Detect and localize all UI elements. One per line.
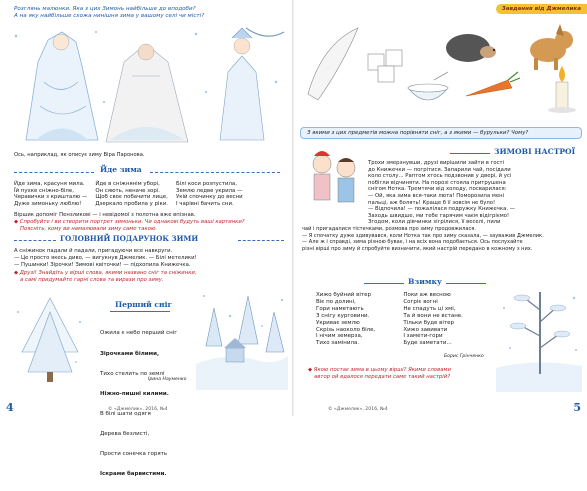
- intro-line: А на яку найбільше схожа нинішня зима у вашому селі чи місті?: [14, 12, 205, 19]
- story-line: Заходь швидше, ми тебе гарячим чаєм відігріємо!: [368, 212, 510, 219]
- section-text: [14, 248, 289, 268]
- divider: [450, 153, 490, 154]
- question-line: а самі придумайте гарні слова та вирази про зиму.: [20, 276, 164, 283]
- poem-column: Поки аж весною Согріє вогні Не спадуть ці хмі, Та й вони не встане. Тільки буде вітер Хижо завивати І замети-гори Буде заметати...: [403, 292, 463, 347]
- poem-line: Ожила є небо перший сніг: [100, 330, 178, 337]
- divider: [14, 240, 56, 241]
- sugar-cubes-icon: [368, 50, 402, 82]
- question-line: ◆ Друзі! Знайдіть у вірші слова, якими названо сніг та сніжинки,: [14, 270, 197, 276]
- intro-line: Розглянь малюнки. Яка з цих Зимонь найбільше до вподоби?: [14, 6, 196, 12]
- poem-line: Зірочками білими,: [100, 350, 160, 357]
- divider: [150, 172, 280, 173]
- footer-text: © «Джмелик», 2016, №4: [108, 407, 168, 412]
- poem-line: Ніжно-пишні килими.: [100, 390, 169, 397]
- bowl-icon: [408, 72, 448, 100]
- poem-line: В білі шати одягя: [100, 410, 151, 417]
- question-line: Віршик допоміг Пензликові — і невідомої з полотна вже впізнав.: [14, 212, 196, 218]
- snowy-trees-illustration: [496, 288, 582, 392]
- story-text-bottom: [302, 226, 584, 252]
- question-banner: [300, 127, 582, 139]
- text-line: — Це просто якесь диво, — вигукнув Джмелик. — Білі метелики!: [14, 254, 197, 261]
- story-line: чай і пригадалися тістечками, розмова про зиму продовжилася.: [302, 226, 476, 232]
- page-number: 5: [573, 401, 581, 414]
- feather-icon: [308, 28, 358, 100]
- poem-columns: [316, 292, 463, 347]
- children-illustration: [302, 146, 364, 210]
- left-page: [0, 0, 293, 478]
- poem-title: Взимку: [408, 277, 442, 286]
- footer-text: © «Джмелик», 2016, №4: [328, 407, 388, 412]
- story-line: — Але ж і справді, зима різною буває, і на всіх вона подобається. Ось послухайте: [302, 239, 523, 246]
- task-badge: Завдання від Джмелика: [496, 4, 587, 14]
- text-line: — Пушинки! Зірочки! Зимові квіточки! — підхопила Книжечка.: [14, 261, 191, 268]
- caption-text: Ось, наприклад, як описує зиму Віра Паронова.: [14, 152, 145, 158]
- poem-author: Ірина Науменко: [148, 377, 187, 382]
- intro-text: [14, 6, 284, 20]
- story-line: Трохи змерзнувши, друзі вирішили зайти в гості: [368, 160, 505, 166]
- story-line: — Я спочатку дуже здивувався, коли Нотка так про зиму сказала, — зауважив Джмелик.: [302, 232, 544, 239]
- question-line: ◆ Якою постає зима в цьому вірші? Якими словами: [308, 367, 451, 373]
- bottom-question: [308, 367, 498, 381]
- poem-line: Прости сонечка горять: [100, 451, 168, 458]
- poem-column: Білі коси розпустила, Землю ледве укрила — Укій спочинку до весни І чарівні бачить сни.: [175, 181, 243, 207]
- dog-icon: [530, 24, 573, 70]
- story-line: Згодом, коли дівчинки зігрілися, її веселі, пили: [368, 219, 501, 226]
- objects-illustration: [298, 14, 582, 122]
- story-line: — Відпочила! — пожалілася подружку Книжечка. —: [368, 206, 516, 213]
- question-block: [14, 212, 289, 232]
- carrot-icon: [466, 72, 520, 96]
- poem-column: Хижо буйний вітер Віє по долині, Гори наметають З снігу курговини. Укриває землю Скрізь наоколо біле, І нічим земерза, Тихо замінила.: [316, 292, 376, 347]
- story-line: снігом Нотка. Тремтячи від холоду, посварилася:: [368, 186, 507, 193]
- story-text-top: [368, 160, 583, 226]
- question-line: З якими з цих предметів можна порівняти сніг, а з якими — бурульки? Чому?: [307, 130, 529, 136]
- poem-line: Тихо стелить по землі: [100, 370, 165, 377]
- divider: [110, 311, 170, 312]
- poem-title: Перший сніг: [115, 300, 173, 309]
- section-title: ГОЛОВНИЙ ПОДАРУНОК ЗИМИ: [60, 234, 199, 243]
- right-page: [294, 0, 587, 416]
- poem-columns: [14, 181, 243, 207]
- story-line: до Книжечки — погрітися. Запарили чай, посідали: [368, 166, 511, 173]
- poem-column: Йде в сніжнянім уборі, Он сяють, неначе зорі. Щоб своє побачити лице, Дзеркало пробила у ріки.: [95, 181, 168, 207]
- divider: [446, 283, 486, 284]
- hedgehog-icon: [446, 34, 496, 62]
- text-line: А сніжинок падали й падали, пригадуючи все навкруги.: [14, 248, 173, 254]
- story-line: побігли відчиняти. На порозі стояла притрушена: [368, 179, 506, 186]
- question-line: автор ой вдалося передати саме такий настрій?: [314, 373, 450, 380]
- snowy-tree-illustration: [10, 292, 90, 388]
- story-line: різні вірші про зиму й спробуйте визначити, який настрій передано в кожному з них.: [302, 245, 533, 252]
- story-line: — Ой, яка зима вся-таки люта! Поморозила мені: [368, 192, 505, 199]
- winter-lady-figure-3: [220, 28, 264, 140]
- poem-title: Йде зима: [100, 165, 142, 174]
- story-line: пальці, аж болять! Краще б її зовсім не було!: [368, 199, 496, 206]
- page-number: 4: [6, 401, 14, 414]
- candle-icon: [548, 66, 576, 113]
- winter-landscape-illustration: [196, 286, 288, 390]
- divider: [14, 172, 94, 173]
- winter-figures-illustration: [6, 22, 286, 150]
- question-line: ◆ Спробуйте і ви створити портрет зимоньки. Чи однакові будуть ваші картинки?: [14, 218, 245, 225]
- question-line: Поясніть, кому ви намалювали зиму саме такою.: [20, 225, 158, 232]
- poem-column: Йде зима, красуня мила. Їй пухке сніжно-біле, Черавички з кришталю — Дуже зимоньку люблю!: [14, 181, 88, 207]
- poem-line: Дерева безлисті,: [100, 430, 150, 437]
- story-line: коло столу... Раптом хтось подзвонив у двері, й усі: [368, 173, 512, 180]
- divider: [364, 283, 404, 284]
- winter-lady-figure-2: [106, 44, 188, 142]
- poem-line: Іскрами барвистими.: [100, 471, 167, 478]
- poem-author: Борис Грінченко: [444, 354, 484, 359]
- divider: [238, 240, 284, 241]
- section-question: [14, 270, 289, 284]
- poem-text: [100, 317, 177, 491]
- winter-lady-figure-1: [26, 32, 98, 140]
- section-title: ЗИМОВІ НАСТРОЇ: [494, 147, 576, 156]
